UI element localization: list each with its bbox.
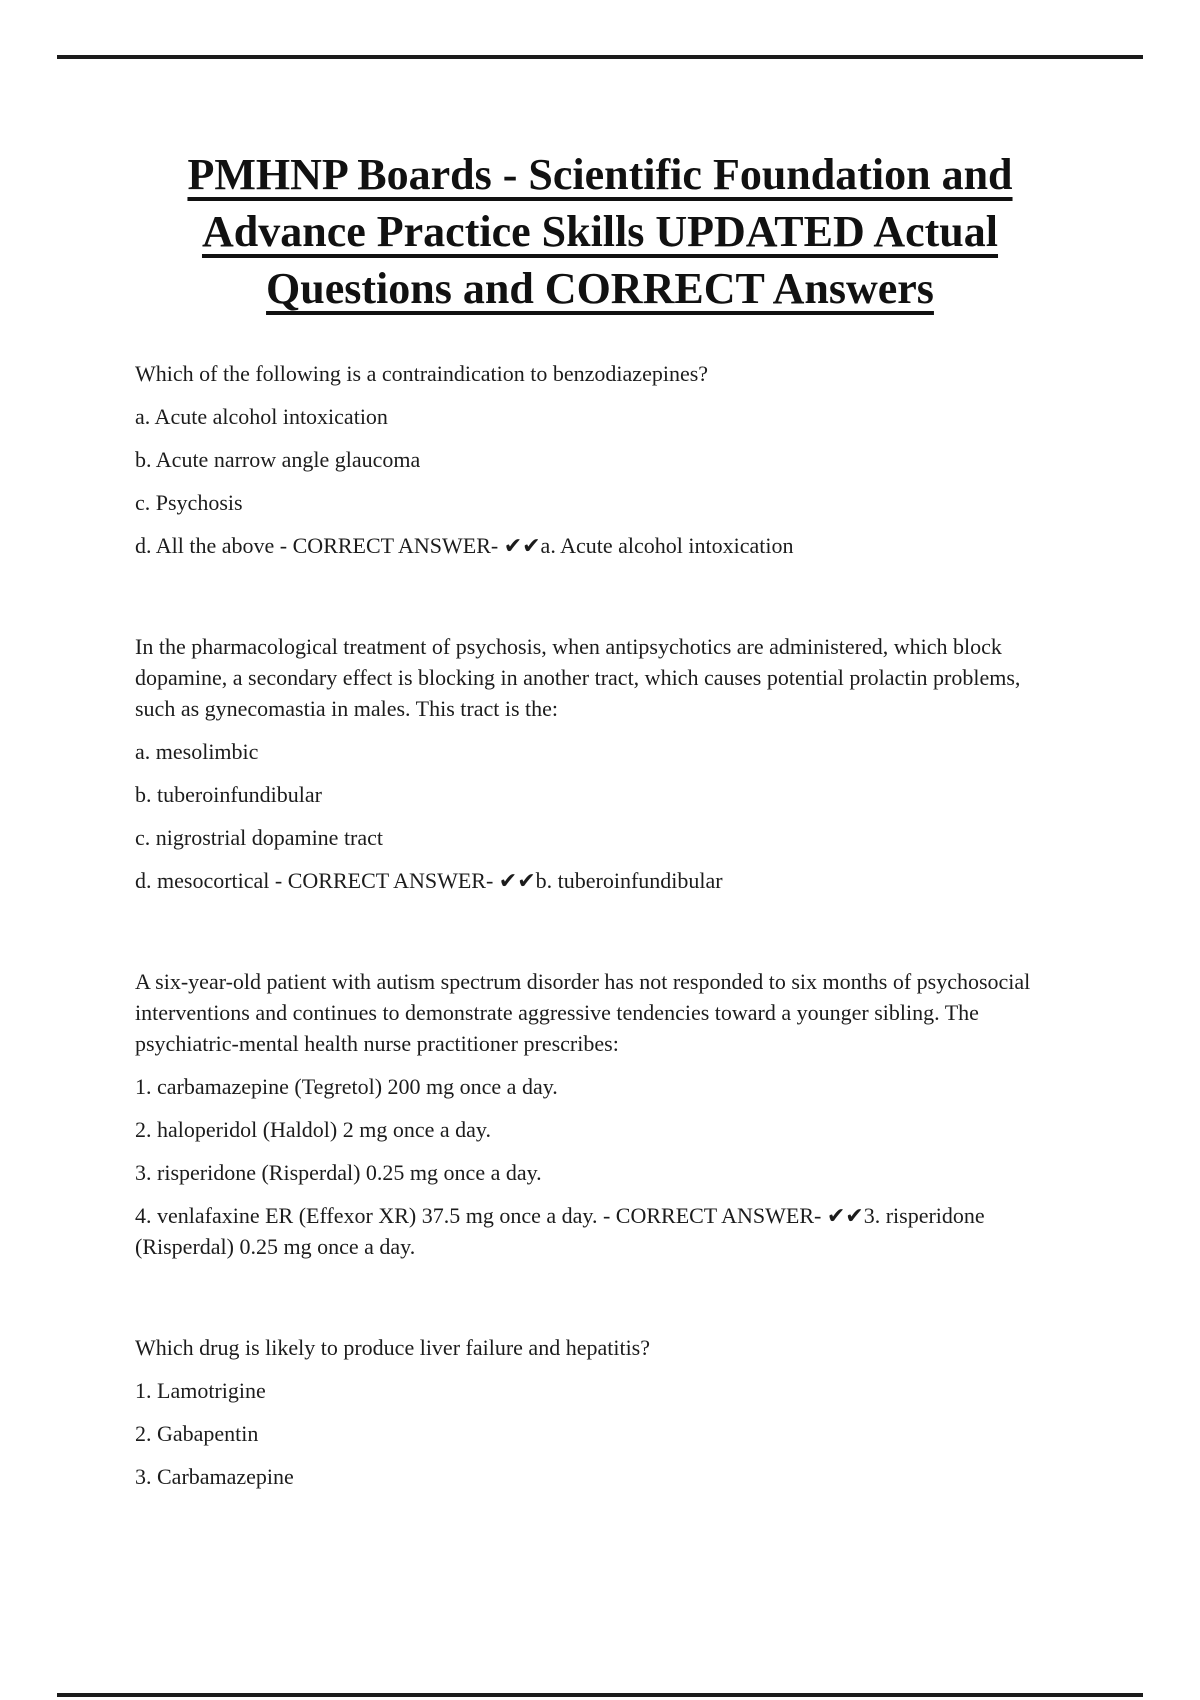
answer-option: 1. carbamazepine (Tegretol) 200 mg once a day.	[135, 1074, 558, 1099]
title-line-1: PMHNP Boards - Scientific Foundation and	[187, 150, 1013, 199]
answer-option: b. tuberoinfundibular	[135, 782, 322, 807]
answer-option-correct: 4. venlafaxine ER (Effexor XR) 37.5 mg once a day. - CORRECT ANSWER- ✔✔3. risperidone (Risperdal) 0.25 mg once a day.	[135, 1203, 985, 1259]
answer-option: 3. risperidone (Risperdal) 0.25 mg once a day.	[135, 1160, 542, 1185]
answer-option-correct: d. mesocortical - CORRECT ANSWER- ✔✔b. tuberoinfundibular	[135, 868, 723, 893]
answer-option: c. nigrostrial dopamine tract	[135, 825, 384, 850]
question-stem: Which drug is likely to produce liver failure and hepatitis?	[135, 1335, 651, 1360]
answer-option: 1. Lamotrigine	[135, 1378, 266, 1403]
title-line-3: Questions and CORRECT Answers	[266, 264, 934, 313]
answer-option: a. Acute alcohol intoxication	[135, 404, 388, 429]
question-stem: In the pharmacological treatment of psychosis, when antipsychotics are administered, which block dopamine, a secondary effect is blocking in another tract, which causes potential prolactin problems, such as gynecomastia in males. This tract is the:	[135, 634, 1021, 721]
bottom-horizontal-rule	[57, 1693, 1143, 1697]
question-block-1	[135, 358, 1045, 561]
answer-option-correct: d. All the above - CORRECT ANSWER- ✔✔a. Acute alcohol intoxication	[135, 533, 794, 558]
question-stem: A six-year-old patient with autism spectrum disorder has not responded to six months of psychosocial interventions and continues to demonstrate aggressive tendencies toward a younger sibling. The psychiatric-mental health nurse practitioner prescribes:	[135, 969, 1031, 1056]
title-line-2: Advance Practice Skills UPDATED Actual	[201, 207, 999, 256]
document-body	[135, 358, 1045, 1492]
question-stem: Which of the following is a contraindication to benzodiazepines?	[135, 361, 709, 386]
answer-option: c. Psychosis	[135, 490, 243, 515]
answer-option: 3. Carbamazepine	[135, 1464, 294, 1489]
answer-option: a. mesolimbic	[135, 739, 259, 764]
question-block-2	[135, 631, 1045, 896]
question-block-4	[135, 1332, 1045, 1492]
question-block-3	[135, 966, 1045, 1262]
document-title	[110, 146, 1090, 317]
answer-option: 2. Gabapentin	[135, 1421, 259, 1446]
answer-option: 2. haloperidol (Haldol) 2 mg once a day.	[135, 1117, 491, 1142]
answer-option: b. Acute narrow angle glaucoma	[135, 447, 421, 472]
